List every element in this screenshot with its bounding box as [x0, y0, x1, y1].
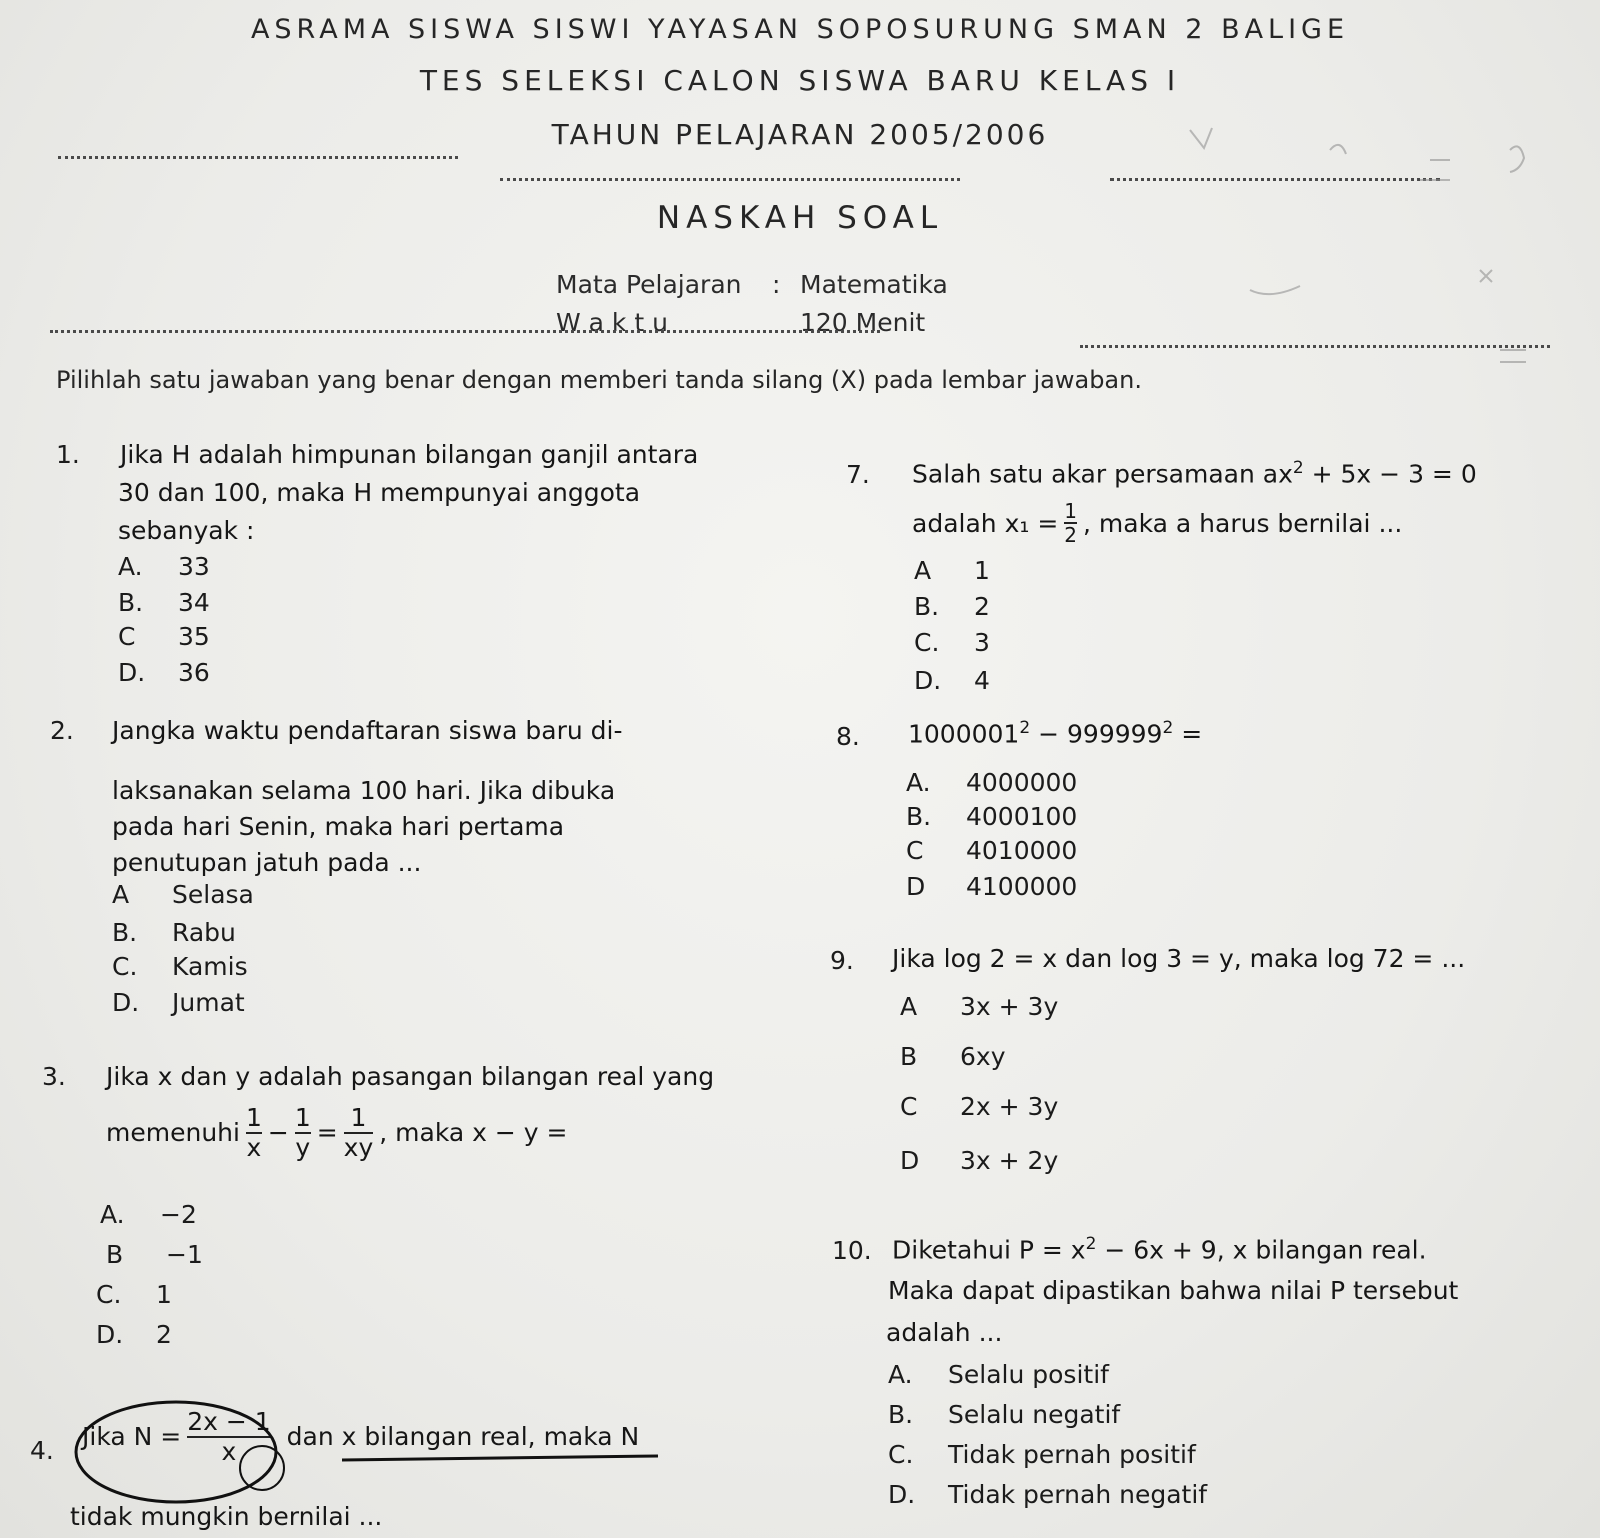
option-c: C. 1: [96, 1280, 172, 1309]
question-2-text: pada hari Senin, maka hari pertama: [112, 812, 565, 841]
pen-underline-annotation: [340, 1450, 660, 1470]
fraction: $\frac{2x - 1}{x}$: [187, 1407, 271, 1466]
dotted-divider: [58, 156, 458, 159]
equation-text: − 999999: [1030, 719, 1163, 749]
option-c: C. 3: [914, 628, 990, 657]
page-title: NASKAH SOAL: [656, 200, 944, 236]
question-number: 4.: [30, 1436, 54, 1465]
fraction: $\frac{1}{2}$: [1064, 499, 1078, 547]
faint-scribbles: [1180, 90, 1580, 420]
subject-separator: :: [772, 270, 781, 299]
option-c: C. Kamis: [112, 952, 248, 981]
dotted-divider: [500, 178, 960, 181]
option-b: B. Selalu negatif: [888, 1400, 1121, 1429]
equation-text: 1000001: [908, 719, 1020, 749]
option-a: A 3x + 3y: [900, 992, 1059, 1021]
option-d: D. 2: [96, 1320, 172, 1349]
equation-suffix: dan x bilangan real, maka N: [286, 1422, 640, 1451]
question-number: 8.: [836, 722, 860, 751]
option-c: C 4010000: [906, 836, 1078, 865]
question-number: 2.: [50, 716, 74, 745]
option-c: C 35: [118, 622, 210, 651]
question-3-equation: [106, 1104, 567, 1161]
option-a: A. 33: [118, 552, 210, 581]
test-title: TES SELEKSI CALON SISWA BARU KELAS I: [419, 64, 1181, 97]
option-d: D. 36: [118, 658, 210, 687]
exponent: 2: [1162, 718, 1174, 738]
question-1-text: 30 dan 100, maka H mempunyai anggota: [118, 478, 641, 507]
option-c: C. Tidak pernah positif: [888, 1440, 1196, 1469]
option-a: A. −2: [100, 1200, 197, 1229]
question-3-text: Jika x dan y adalah pasangan bilangan real yang: [106, 1062, 715, 1091]
school-name: ASRAMA SISWA SISWI YAYASAN SOPOSURUNG SMAN 2 BALIGE: [250, 14, 1350, 45]
minus-sign: −: [267, 1118, 289, 1147]
subject-value: Matematika: [800, 270, 948, 299]
dotted-divider: [50, 330, 880, 333]
school-year: TAHUN PELAJARAN 2005/2006: [551, 118, 1049, 151]
option-b: B. 34: [118, 588, 210, 617]
question-7-text: [912, 500, 1402, 546]
question-4-text: tidak mungkin bernilai ...: [70, 1502, 383, 1531]
option-b: B. 4000100: [906, 802, 1078, 831]
option-b: B 6xy: [900, 1042, 1006, 1071]
question-number: 7.: [846, 460, 870, 489]
option-a: A Selasa: [112, 880, 254, 909]
option-b: B. 2: [914, 592, 990, 621]
equation-text: =: [1173, 719, 1203, 749]
option-a: A 1: [914, 556, 990, 585]
option-d: D. Tidak pernah negatif: [888, 1480, 1208, 1509]
question-1-text: Jika H adalah himpunan bilangan ganjil antara: [120, 440, 699, 469]
fraction: $\frac{1}{xy}$: [343, 1103, 374, 1162]
exponent: 2: [1085, 1234, 1097, 1254]
equation-suffix: , maka a harus bernilai ...: [1083, 508, 1403, 538]
equation-prefix: Jika N =: [82, 1422, 182, 1451]
option-d: D. 4: [914, 666, 990, 695]
question-8-equation: [908, 718, 1202, 748]
question-2-text: Jangka waktu pendaftaran siswa baru di-: [112, 716, 623, 745]
equation-text: − 6x + 9, x bilangan real.: [1096, 1235, 1427, 1265]
option-d: D 4100000: [906, 872, 1078, 901]
question-10-text: Maka dapat dipastikan bahwa nilai P tersebut: [888, 1276, 1459, 1305]
option-a: A. Selalu positif: [888, 1360, 1109, 1389]
time-value: 120 Menit: [800, 308, 926, 337]
equation-prefix: adalah x₁ =: [912, 508, 1059, 538]
option-c: C 2x + 3y: [900, 1092, 1059, 1121]
question-2-text: laksanakan selama 100 hari. Jika dibuka: [112, 776, 616, 805]
question-10-text: adalah ...: [886, 1318, 1003, 1347]
question-number: 1.: [56, 440, 80, 469]
fraction: $\frac{1}{x}$: [245, 1103, 262, 1162]
question-number: 10.: [832, 1236, 872, 1265]
equation-prefix: memenuhi: [106, 1118, 240, 1147]
time-label: W a k t u: [556, 308, 668, 337]
equation-text: + 5x − 3 = 0: [1303, 459, 1477, 489]
option-b: B −1: [106, 1240, 203, 1269]
equation-suffix: , maka x − y =: [379, 1118, 568, 1147]
exponent: 2: [1292, 458, 1304, 478]
question-number: 3.: [42, 1062, 66, 1091]
question-10-text: [892, 1234, 1427, 1264]
pen-circle-annotation: [66, 1392, 326, 1522]
exponent: 2: [1019, 718, 1031, 738]
equation-text: Diketahui P = x: [892, 1235, 1086, 1265]
option-d: D. Jumat: [112, 988, 245, 1017]
option-a: A. 4000000: [906, 768, 1078, 797]
option-b: B. Rabu: [112, 918, 236, 947]
question-2-text: penutupan jatuh pada ...: [112, 848, 422, 877]
question-number: 9.: [830, 946, 854, 975]
question-9-text: Jika log 2 = x dan log 3 = y, maka log 72 = ...: [892, 944, 1466, 973]
instructions: Pilihlah satu jawaban yang benar dengan memberi tanda silang (X) pada lembar jawaban.: [56, 366, 1142, 394]
question-1-text: sebanyak :: [118, 516, 255, 545]
option-d: D 3x + 2y: [900, 1146, 1059, 1175]
equation-text: Salah satu akar persamaan ax: [912, 459, 1293, 489]
equals-sign: =: [316, 1118, 338, 1147]
question-7-text: [912, 458, 1477, 488]
fraction: $\frac{1}{y}$: [294, 1103, 311, 1162]
subject-label: Mata Pelajaran: [556, 270, 742, 299]
